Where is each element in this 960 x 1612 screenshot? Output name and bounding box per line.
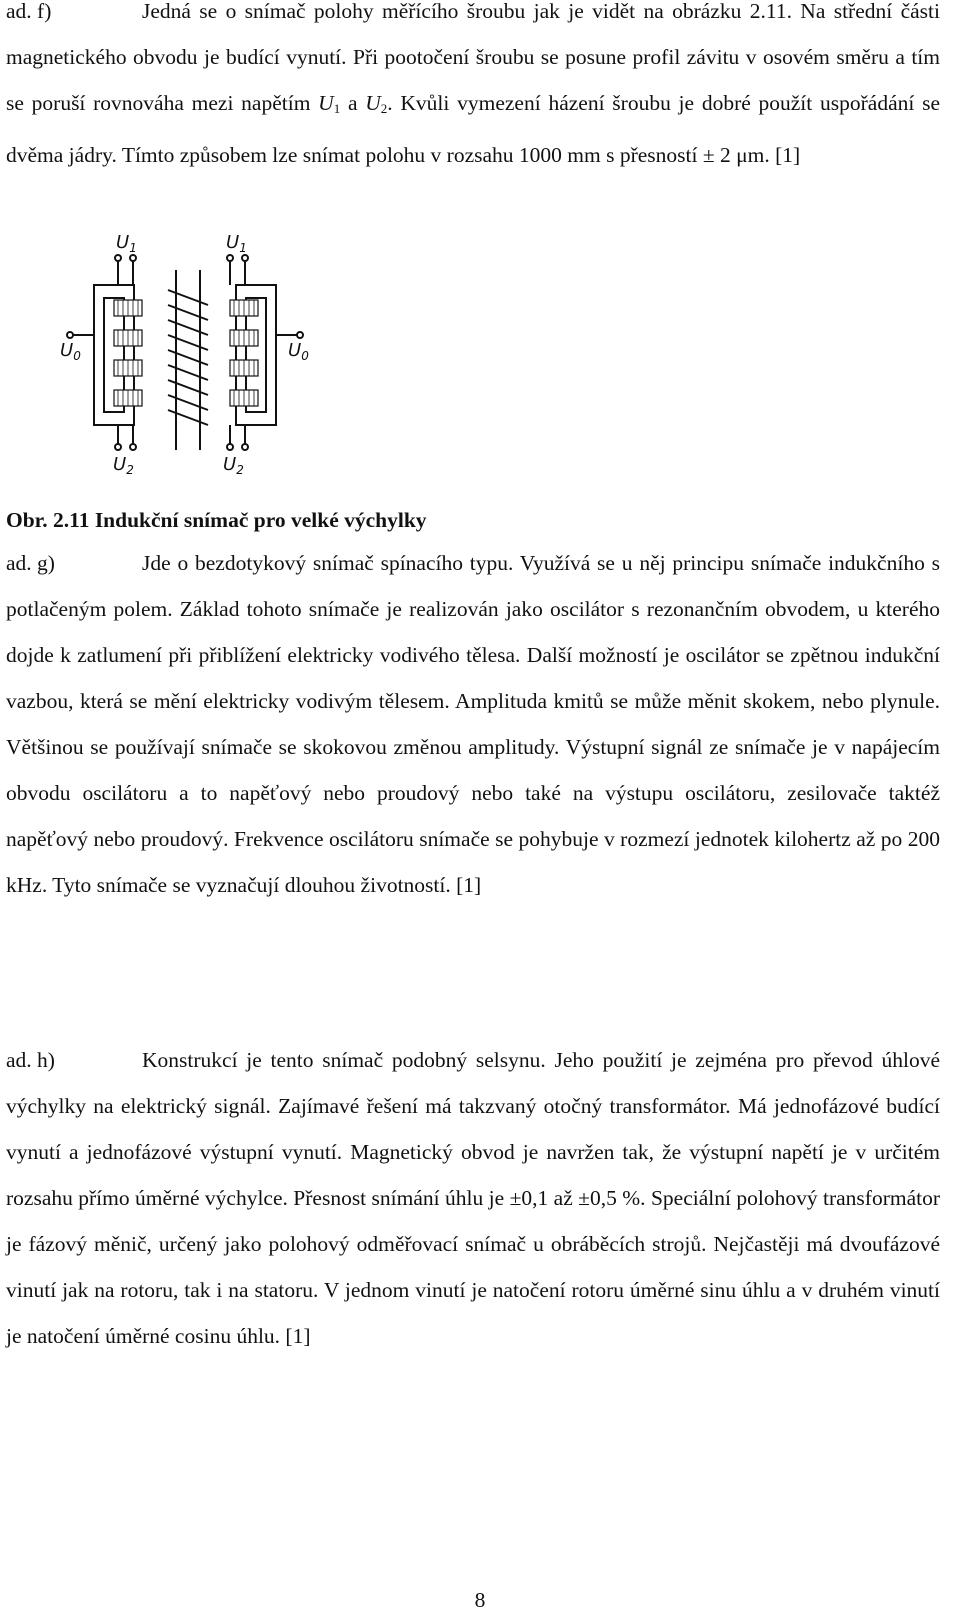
paragraph-h-text: Konstrukcí je tento snímač podobný selsynu. Jeho použití je zejména pro převod úhlové výchylky na elektrický signál. Zajímavé řešení má takzvaný otočný transformátor. Má jednofázové budící vynutí a jednofázové výstupní vynutí. Magnetický obvod je navržen tak, že výstupní napětí je v určitém rozsahu přímo úměrné výchylce. Přesnost snímání úhlu je ±0,1 až ±0,5 %. Speciální polohový transformátor je fázový měnič, určený jako polohový odměřovací snímač u obráběcích strojů. Nejčastěji má dvoufázové vinutí jak na rotoru, tak i na statoru. V jednom vinutí je natočení rotoru úměrné sinu úhlu a v druhém vinutí je natočení úměrné cosinu úhlu. [1] <box>6 1048 940 1348</box>
variable-u1: $U_1$ <box>318 91 341 116</box>
paragraph-label-f: ad. f) <box>6 0 52 23</box>
label-u1-left: $U_1$ <box>116 232 137 255</box>
paragraph-g <box>6 540 940 908</box>
variable-u2: $U_2$ <box>365 91 388 116</box>
label-u2-right: $U_2$ <box>223 454 244 475</box>
label-u0-left: $U_0$ <box>60 340 81 363</box>
paragraph-f <box>6 0 940 178</box>
paragraph-label-g: ad. g) <box>6 551 55 575</box>
inductive-sensor-figure <box>58 230 318 475</box>
paragraph-f-text-2: . Kvůli vymezení házení šroubu je dobré použít uspořádání se dvěma jádry. Tímto způsobem lze snímat polohu v rozsahu 1000 mm s přesností ± 2 μm. [1] <box>6 91 940 167</box>
paragraph-h <box>6 1037 940 1359</box>
label-u0-right: $U_0$ <box>288 340 309 363</box>
page-number: 8 <box>474 1588 486 1612</box>
figure-caption: Obr. 2.11 Indukční snímač pro velké výchylky <box>6 508 427 532</box>
paragraph-label-h: ad. h) <box>6 1048 55 1072</box>
conjunction: a <box>340 91 366 115</box>
paragraph-g-text: Jde o bezdotykový snímač spínacího typu. Využívá se u něj principu snímače indukčního s potlačeným polem. Základ tohoto snímače je realizován jako oscilátor s rezonančním obvodem, u kterého dojde k zatlumení při přiblížení elektricky vodivého tělesa. Další možností je oscilátor se zpětnou indukční vazbou, která se mění elektricky vodivým tělesem. Amplituda kmitů se může měnit skokem, nebo plynule. Většinou se používají snímače se skokovou změnou amplitudy. Výstupní signál ze snímače je v napájecím obvodu oscilátoru a to napěťový nebo proudový nebo také na výstupu oscilátoru, zesilovače taktéž napěťový nebo proudový. Frekvence oscilátoru snímače se pohybuje v rozmezí jednotek kilohertz až po 200 kHz. Tyto snímače se vyznačují dlouhou životností. [1] <box>6 551 940 897</box>
paragraph-f-text-1: Jedná se o snímač polohy měřícího šroubu jak je vidět na obrázku 2.11. Na střední části magnetického obvodu je budící vynutí. Při pootočení šroubu se posune profil závitu v osovém směru a tím se poruší rovnováha mezi napětím <box>6 0 940 115</box>
label-u1-right: $U_1$ <box>226 232 247 255</box>
label-u2-left: $U_2$ <box>113 454 134 475</box>
